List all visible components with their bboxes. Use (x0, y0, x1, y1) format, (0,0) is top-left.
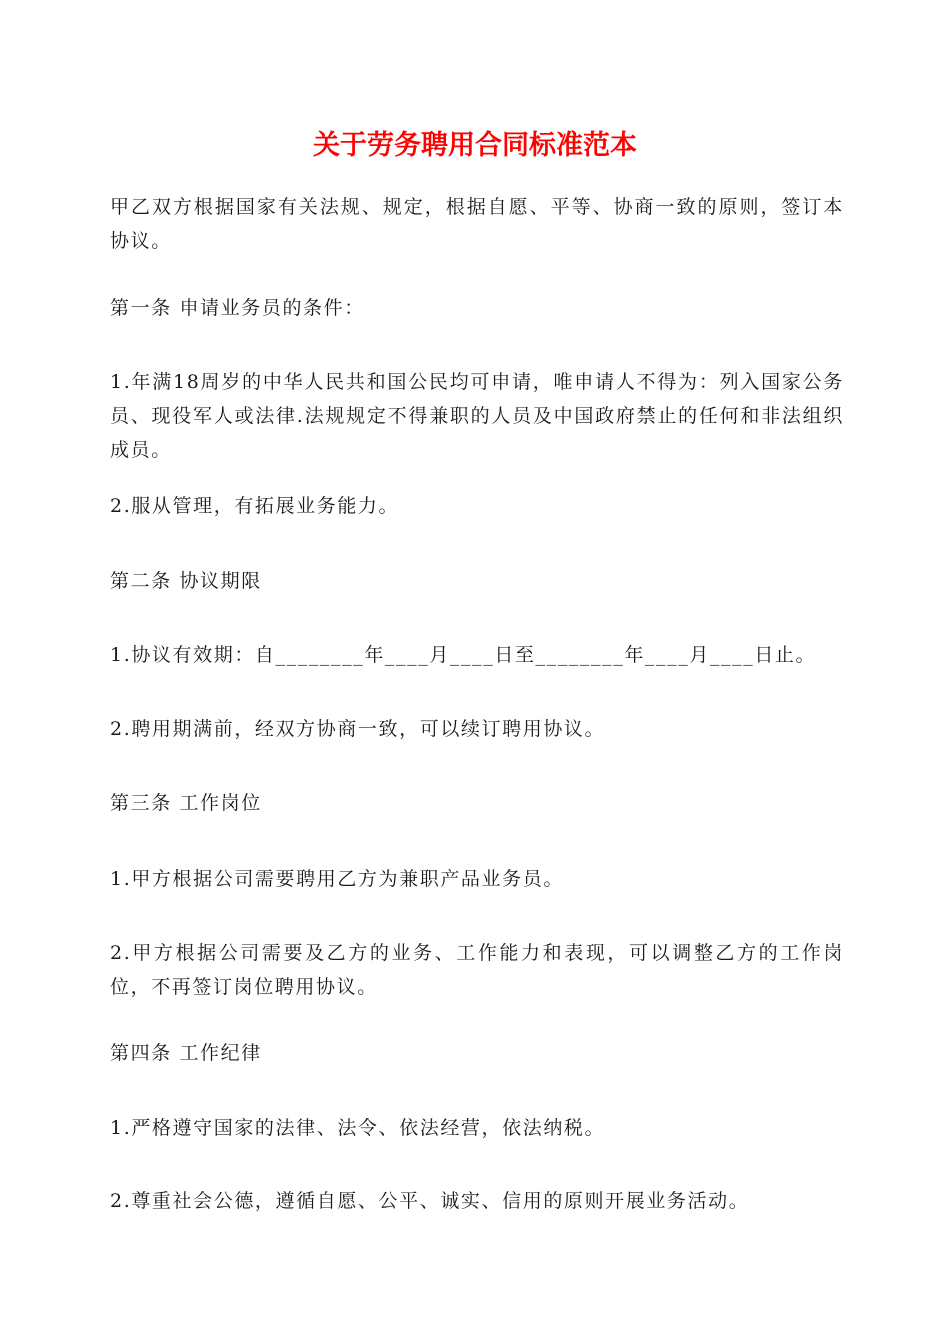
paragraph-2-2: 2.聘用期满前，经双方协商一致，可以续订聘用协议。 (110, 718, 606, 740)
paragraph-3-1: 1.甲方根据公司需要聘用乙方为兼职产品业务员。 (110, 868, 564, 890)
article-heading-1: 第一条 申请业务员的条件： (110, 297, 365, 319)
article-heading-2: 第二条 协议期限 (110, 570, 262, 592)
paragraph-intro: 甲乙双方根据国家有关法规、规定，根据自愿、平等、协商一致的原则，签订本协议。 (110, 196, 844, 252)
paragraph-3-2: 2.甲方根据公司需要及乙方的业务、工作能力和表现，可以调整乙方的工作岗位，不再签订岗位聘用协议。 (110, 942, 844, 998)
paragraph-1-1: 1.年满18周岁的中华人民共和国公民均可申请，唯申请人不得为：列入国家公务员、现役军人或法律.法规规定不得兼职的人员及中国政府禁止的任何和非法组织成员。 (110, 371, 844, 461)
paragraph-4-1: 1.严格遵守国家的法律、法令、依法经营，依法纳税。 (110, 1117, 606, 1139)
article-heading-4: 第四条 工作纪律 (110, 1042, 262, 1064)
paragraph-2-1: 1.协议有效期：自________年____月____日至________年____月____日止。 (110, 644, 817, 666)
document-title: 关于劳务聘用合同标准范本 (313, 130, 637, 161)
paragraph-1-2: 2.服从管理，有拓展业务能力。 (110, 495, 400, 517)
article-heading-3: 第三条 工作岗位 (110, 792, 262, 814)
paragraph-4-2: 2.尊重社会公德，遵循自愿、公平、诚实、信用的原则开展业务活动。 (110, 1190, 750, 1212)
